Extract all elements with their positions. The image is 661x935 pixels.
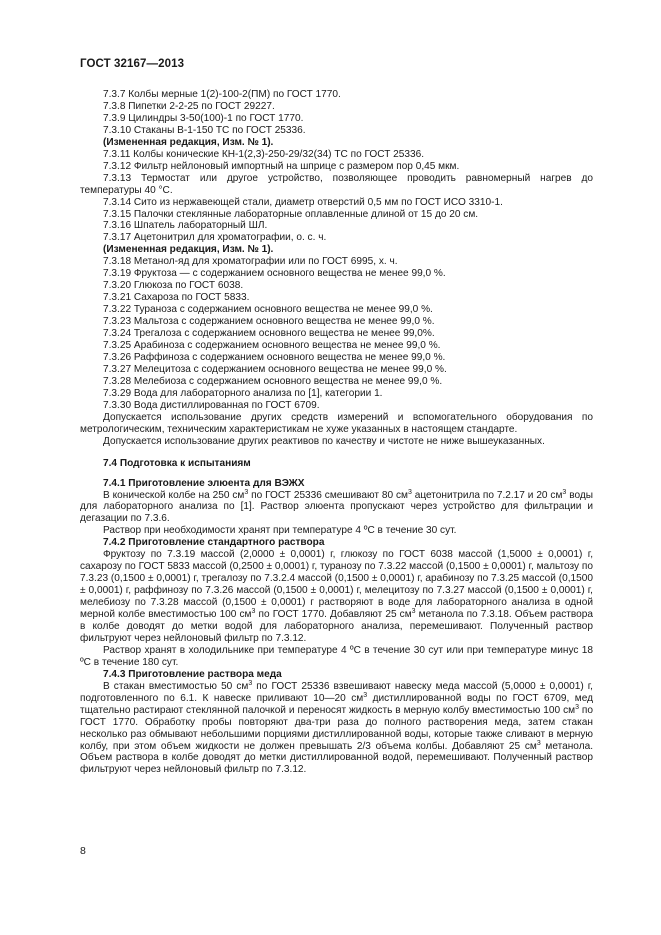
paragraph-eluent: В конической колбе на 250 $см^3$ по ГОСТ 25336 смешивают 80 $см^3$ ацетонитрила по 7.2.17 и 20 $см^3$ воды для лабораторного анализа по [1]. Раствор элюента пропускают через устройство для фильтрации и дегазации по 7.3.6. <box>80 488 593 525</box>
paragraph-honey-solution: В стакан вместимостью 50 $см^3$ по ГОСТ 25336 взвешивают навеску меда массой (5,0000 ± 0,0001) г, подготовленного по 6.1. К навеске приливают 10—20 $см^3$ дистиллированной воды по ГОСТ 6709, мед тщательно растирают стеклянной палочкой и переносят жидкость в мерную колбу вместимостью 100 $см^3$ по ГОСТ 1770. Обработку пробы повторяют два-три раза до полного растворения меда, затем стакан несколько раз обмывают небольшими порциями дистиллированной воды, которые также сливают в мерную колбу, при этом объем жидкости не должен превышать 2/3 объема колбы. Добавляют 25 $см^3$ метанола. Объем раствора в колбе доводят до метки дистиллированной водой, перемешивают. Полученный раствор фильтруют через нейлоновый фильтр по 7.3.12. <box>80 679 593 776</box>
subsection-heading-7-4-2: 7.4.2 Приготовление стандартного раствора <box>103 537 325 549</box>
list-item: 7.3.25 Арабиноза с содержанием основного вещества не менее 99,0 %. <box>103 340 441 352</box>
list-item: 7.3.22 Тураноза с содержанием основного вещества не менее 99,0 %. <box>103 304 433 316</box>
document-body <box>80 89 593 776</box>
list-item: 7.3.11 Колбы конические КН-1(2,3)-250-29/32(34) ТС по ГОСТ 25336. <box>103 148 425 160</box>
document-header: ГОСТ 32167—2013 <box>80 58 185 70</box>
list-item: 7.3.21 Сахароза по ГОСТ 5833. <box>103 292 250 304</box>
list-item: 7.3.20 Глюкоза по ГОСТ 6038. <box>103 280 244 292</box>
list-item: 7.3.29 Вода для лабораторного анализа по [1], категории 1. <box>103 387 383 399</box>
paragraph-standard-storage: Раствор хранят в холодильнике при температуре 4 ºС в течение 30 сут или при температуре минус 18 ºС в течение 180 сут. <box>80 644 593 668</box>
list-item: 7.3.26 Раффиноза с содержанием основного вещества не менее 99,0 %. <box>103 351 446 363</box>
list-item: 7.3.12 Фильтр нейлоновый импортный на шприце с размером пор 0,45 мкм. <box>103 160 460 172</box>
list-item: 7.3.8 Пипетки 2-2-25 по ГОСТ 29227. <box>103 100 275 112</box>
list-item: 7.3.14 Сито из нержавеющей стали, диаметр отверстий 0,5 мм по ГОСТ ИСО 3310-1. <box>103 196 503 208</box>
list-item: 7.3.15 Палочки стеклянные лабораторные оплавленные длиной от 15 до 20 см. <box>103 208 479 220</box>
section-heading-7-4: 7.4 Подготовка к испытаниям <box>103 457 251 469</box>
paragraph-standard-solution: Фруктозу по 7.3.19 массой (2,0000 ± 0,0001) г, глюкозу по ГОСТ 6038 массой (1,5000 ± 0,0001) г, сахарозу по ГОСТ 5833 массой (0,2500 ± 0,0001) г, туранозу по 7.3.22 массой (0,1500 ± 0,0001) г, мальтозу по 7.3.23 (0,1500 ± 0,0001) г, трегалозу по 7.3.2.4 массой (0,1500 ± 0,0001) г, арабинозу по 7.3.25 массой (0,1500 ± 0,0001) г, раффинозу по 7.3.26 массой (0,1500 ± 0,0001) г, мелецитозу по 7.3.27 массой (0,1500 ± 0,0001) г, мелебиозу по 7.3.28 массой (0,1500 ± 0,0001) г растворяют в воде для лабораторного анализа в одной мерной колбе вместимостью 100 $см^3$ по ГОСТ 1770. Добавляют 25 $см^3$ метанола по 7.3.18. Объем раствора в колбе доводят до метки водой для лабораторного анализа, перемешивают. Полученный раствор фильтруют через нейлоновый фильтр по 7.3.12. <box>80 549 593 644</box>
list-item: 7.3.19 Фруктоза — с содержанием основного вещества не менее 99,0 %. <box>103 268 446 280</box>
page-number: 8 <box>80 845 86 857</box>
paragraph-instruments: Допускается использование других средств измерений и вспомогательного оборудования по метрологическим, техническим характеристикам не хуже указанных в настоящем стандарте. <box>80 411 593 435</box>
list-item: 7.3.10 Стаканы В-1-150 ТС по ГОСТ 25336. <box>103 124 306 136</box>
subsection-heading-7-4-3: 7.4.3 Приготовление раствора меда <box>103 668 282 680</box>
paragraph-reagents: Допускается использование других реактивов по качеству и чистоте не ниже вышеуказанных. <box>103 435 545 447</box>
list-item: 7.3.9 Цилиндры 3-50(100)-1 по ГОСТ 1770. <box>103 112 304 124</box>
list-item: 7.3.18 Метанол-яд для хроматографии или по ГОСТ 6995, х. ч. <box>103 256 398 268</box>
subsection-heading-7-4-1: 7.4.1 Приготовление элюента для ВЭЖХ <box>103 477 305 489</box>
list-item: 7.3.7 Колбы мерные 1(2)-100-2(ПМ) по ГОСТ 1770. <box>103 89 341 100</box>
list-item: 7.3.30 Вода дистиллированная по ГОСТ 6709. <box>103 399 320 411</box>
paragraph-eluent-storage: Раствор при необходимости хранят при температуре 4 ºС в течение 30 сут. <box>103 525 457 537</box>
list-item: 7.3.27 Мелецитоза с содержанием основного вещества не менее 99,0 %. <box>103 363 447 375</box>
amendment-note: (Измененная редакция, Изм. № 1). <box>103 244 274 256</box>
list-item: 7.3.16 Шпатель лабораторный ШЛ. <box>103 220 268 232</box>
list-item: 7.3.28 Мелебиоза с содержанием основного вещества не менее 99,0 %. <box>103 375 443 387</box>
list-item: 7.3.17 Ацетонитрил для хроматографии, о. с. ч. <box>103 232 327 244</box>
list-item: 7.3.24 Трегалоза с содержанием основного вещества не менее 99,0%. <box>103 328 435 340</box>
list-item: 7.3.23 Мальтоза с содержанием основного вещества не менее 99,0 %. <box>103 316 435 328</box>
amendment-note: (Измененная редакция, Изм. № 1). <box>103 136 274 148</box>
list-item: 7.3.13 Термостат или другое устройство, позволяющее проводить равномерный нагрев до температуры 40 °С. <box>80 172 593 196</box>
